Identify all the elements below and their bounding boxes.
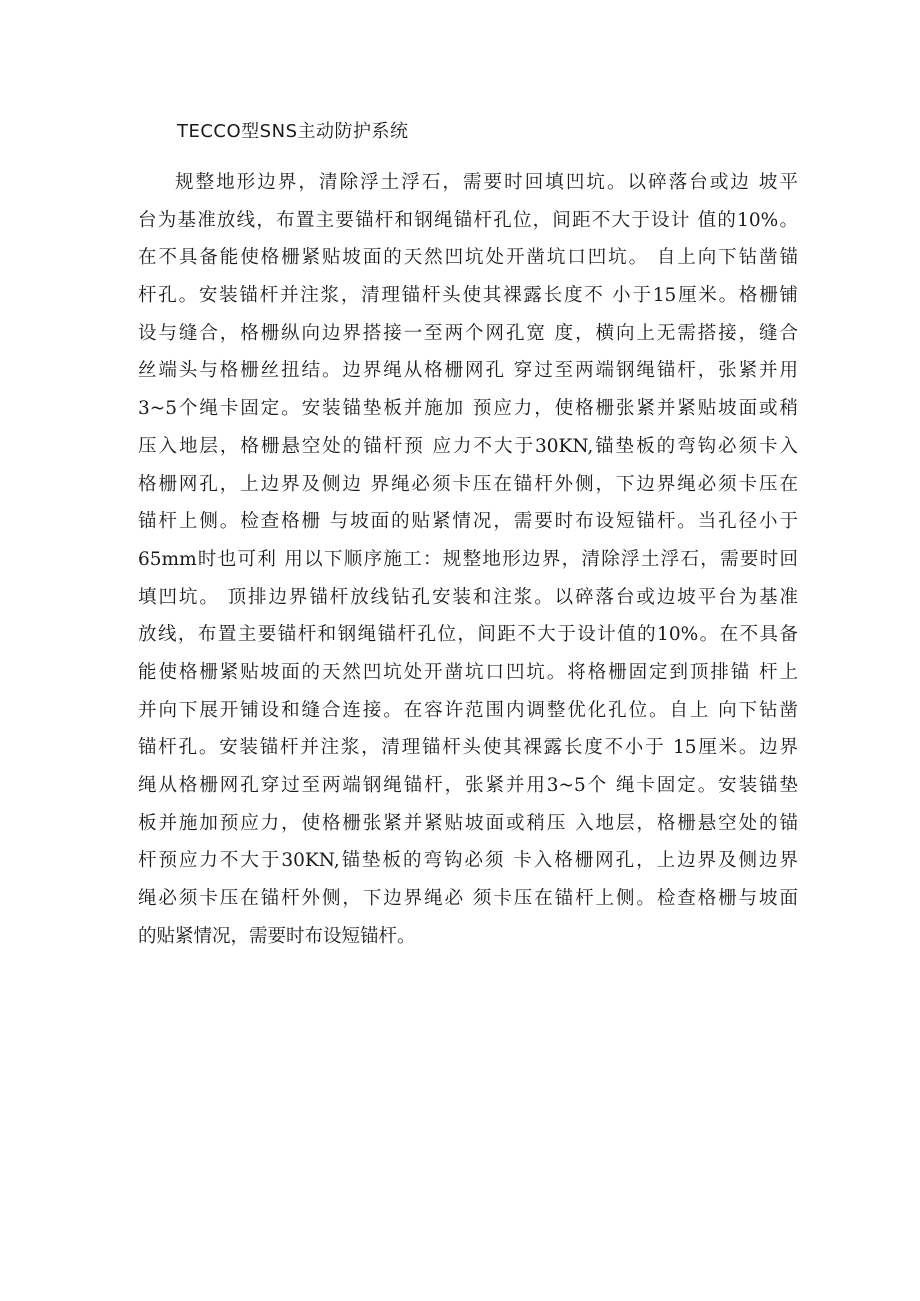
text-line: 放线，布置主要锚杆和钢绳锚杆孔位，间距不大于设计值的10%。在不具备 [138, 624, 798, 646]
text-line: 锚杆孔。安装锚杆并注浆，清理锚杆头使其裸露长度不小于 15厘米。边界 [138, 737, 798, 759]
text-line: 杆孔。安装锚杆并注浆，清理锚杆头使其裸露长度不 小于15厘米。格栅铺 [138, 285, 798, 307]
text-line: 规整地形边界，清除浮土浮石，需要时回填凹坑。以碎落台或边 坡平 [175, 172, 798, 193]
text-line: 丝端头与格栅丝扭结。边界绳从格栅网孔 穿过至两端钢绳锚杆，张紧并用 [138, 360, 798, 382]
body-paragraph [138, 164, 798, 955]
text-line: 并向下展开铺设和缝合连接。在容许范围内调整优化孔位。自上 向下钻凿 [138, 699, 798, 721]
text-line: 台为基准放线，布置主要锚杆和钢绳锚杆孔位，间距不大于设计 值的10%。 [138, 209, 798, 231]
text-line: 绳从格栅网孔穿过至两端钢绳锚杆，张紧并用3~5个 绳卡固定。安装锚垫 [138, 775, 798, 796]
text-line: 设与缝合，格栅纵向边界搭接一至两个网孔宽 度，横向上无需搭接，缝合 [138, 322, 798, 344]
text-line: 在不具备能使格栅紧贴坡面的天然凹坑处开凿坑口凹坑。 自上向下钻凿锚 [138, 247, 798, 269]
text-line: 绳必须卡压在锚杆外侧，下边界绳必 须卡压在锚杆上侧。检查格栅与坡面 [138, 888, 798, 910]
text-line: 3~5个绳卡固定。安装锚垫板并施加 预应力，使格栅张紧并紧贴坡面或稍 [138, 398, 798, 420]
text-line: 板并施加预应力，使格栅张紧并紧贴坡面或稍压 入地层，格栅悬空处的锚 [138, 812, 798, 834]
text-line: 65mm时也可利 用以下顺序施工：规整地形边界，清除浮土浮石，需要时回 [138, 548, 798, 570]
text-line: 压入地层，格栅悬空处的锚杆预 应力不大于30KN,锚垫板的弯钩必须卡入 [138, 435, 798, 457]
text-line: 能使格栅紧贴坡面的天然凹坑处开凿坑口凹坑。将格栅固定到顶排锚 杆上 [138, 661, 798, 683]
text-line: 杆预应力不大于30KN,锚垫板的弯钩必须 卡入格栅网孔，上边界及侧边界 [138, 850, 798, 872]
text-line: 填凹坑。 顶排边界锚杆放线钻孔安装和注浆。以碎落台或边坡平台为基准 [138, 586, 798, 608]
text-line: 格栅网孔，上边界及侧边 界绳必须卡压在锚杆外侧，下边界绳必须卡压在 [138, 473, 798, 495]
text-line: 的贴紧情况，需要时布设短锚杆。 [138, 925, 416, 947]
section-heading: TECCO型SNS主动防护系统 [177, 121, 409, 142]
text-line: 锚杆上侧。检查格栅 与坡面的贴紧情况，需要时布设短锚杆。当孔径小于 [138, 511, 798, 533]
